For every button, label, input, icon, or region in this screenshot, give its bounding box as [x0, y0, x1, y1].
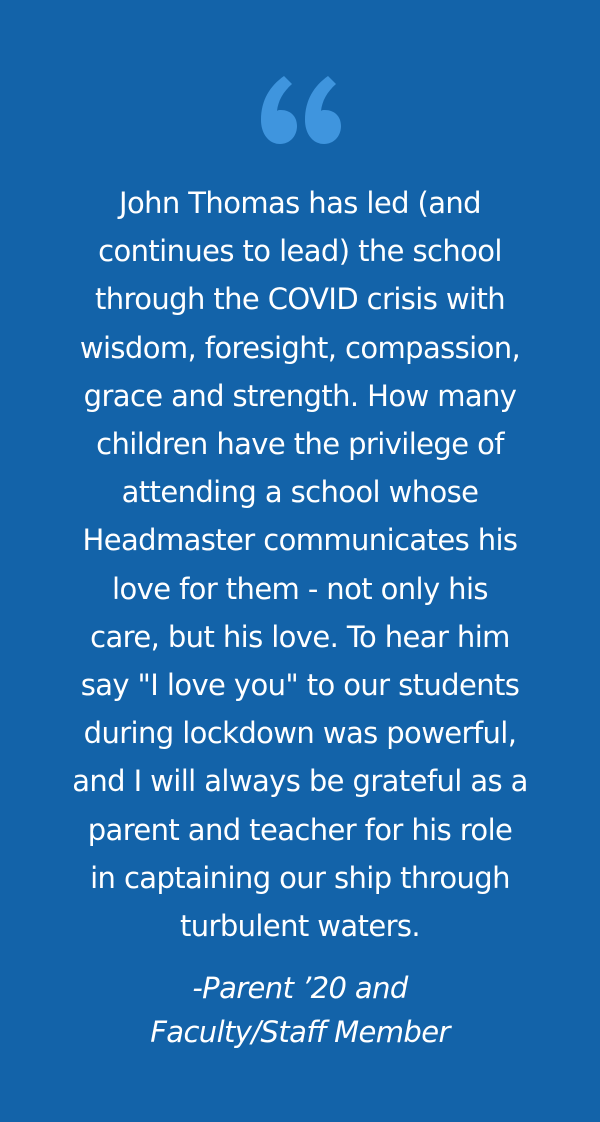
- testimonial-attribution: [40, 966, 560, 1054]
- quote-line: continues to lead) the school: [98, 234, 502, 269]
- quote-line: parent and teacher for his role: [87, 812, 513, 847]
- quote-line: in captaining our ship through: [90, 860, 510, 895]
- quote-line: love for them - not only his: [112, 571, 488, 606]
- quote-line: grace and strength. How many: [83, 378, 517, 413]
- quote-line: turbulent waters.: [179, 909, 421, 944]
- quote-line: care, but his love. To hear him: [90, 619, 510, 654]
- quote-line: through the COVID crisis with: [94, 282, 506, 317]
- quote-line: Headmaster communicates his: [82, 523, 518, 558]
- quote-line: and I will always be grateful as a: [72, 764, 528, 799]
- quote-line: during lockdown was powerful,: [83, 716, 517, 751]
- quote-line: John Thomas has led (and: [119, 186, 481, 220]
- open-quote-icon: [0, 76, 600, 156]
- quote-line: wisdom, foresight, compassion,: [79, 330, 521, 365]
- testimonial-quote: [40, 179, 560, 950]
- quote-line: attending a school whose: [121, 475, 479, 510]
- quote-line: children have the privilege of: [96, 427, 504, 462]
- attribution-line: Faculty/Staff Member: [150, 1015, 450, 1049]
- attribution-line: -Parent ’20 and: [192, 971, 408, 1005]
- quote-line: say "I love you" to our students: [80, 668, 520, 703]
